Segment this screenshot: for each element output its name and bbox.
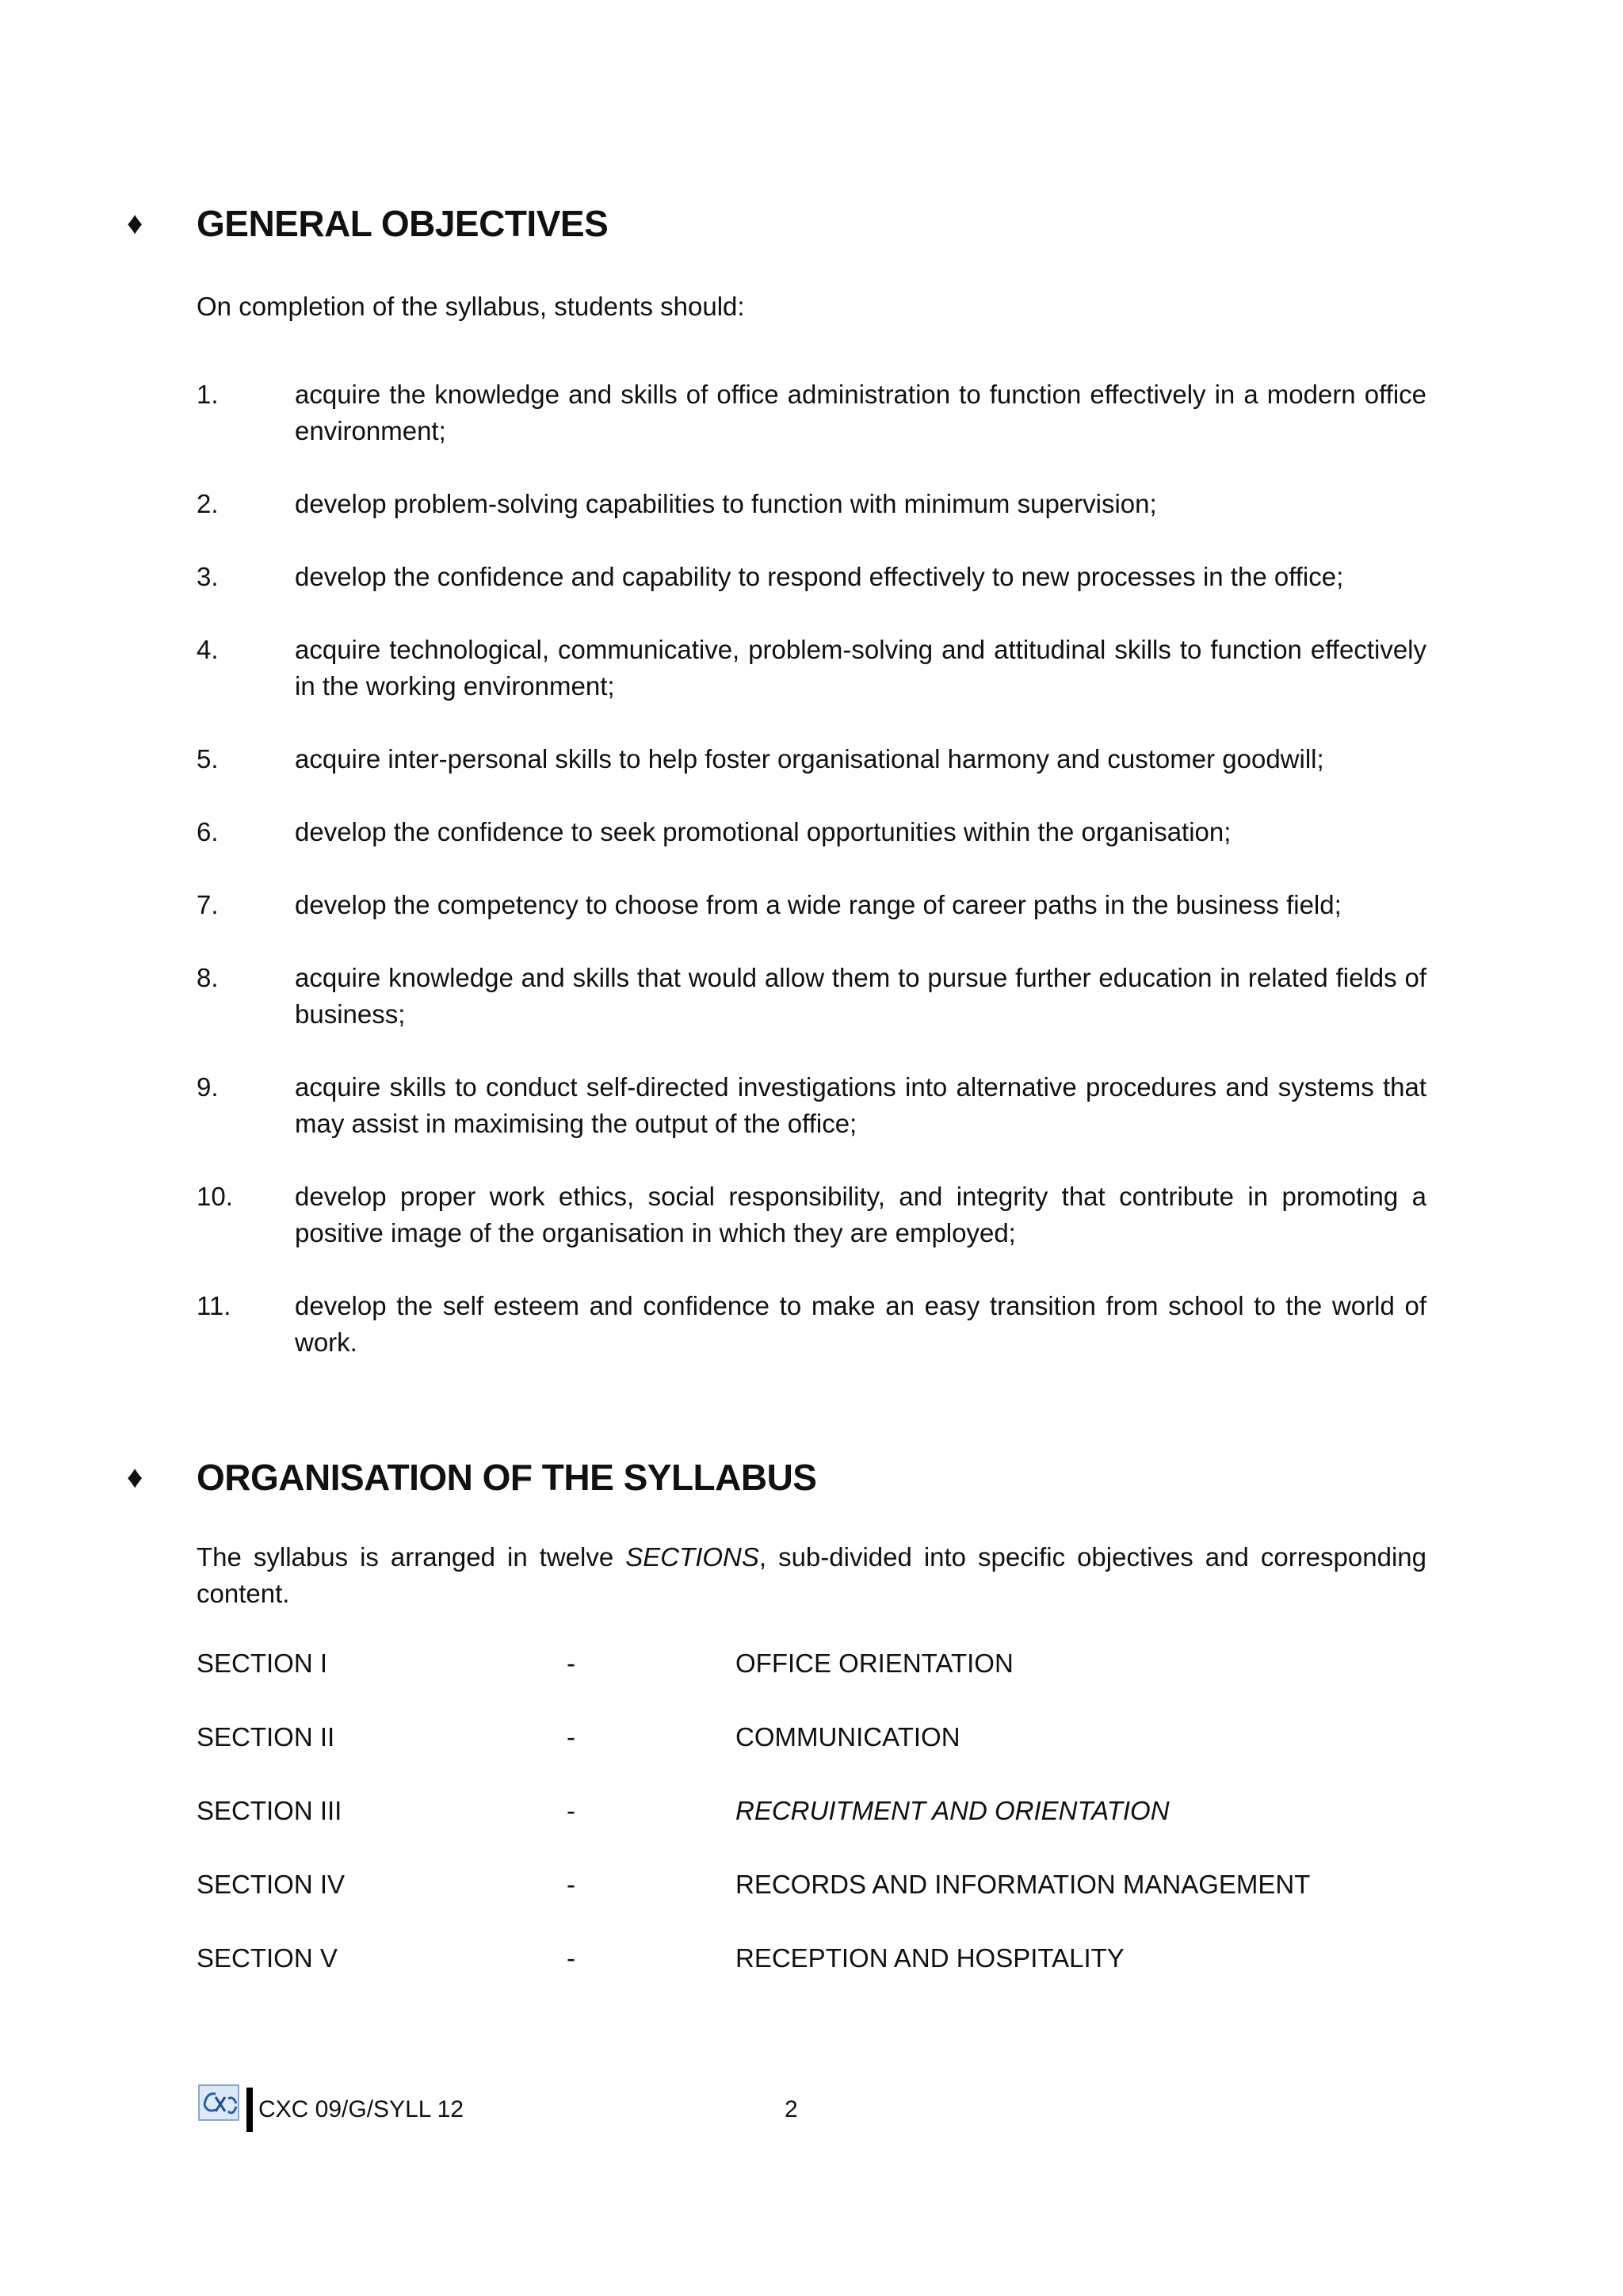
objective-number: 3.	[197, 562, 219, 591]
section-title: RECORDS AND INFORMATION MANAGEMENT	[735, 1870, 1311, 1899]
objective-item	[197, 960, 1426, 1033]
diamond-bullet-icon: ♦	[127, 206, 143, 241]
objective-text: develop problem-solving capabilities to function with minimum supervision;	[295, 489, 1157, 518]
objective-item	[197, 814, 1426, 850]
objectives-intro: On completion of the syllabus, students should:	[197, 292, 745, 321]
objective-item	[197, 1069, 1426, 1142]
objective-number: 2.	[197, 489, 219, 518]
section-title: RECEPTION AND HOSPITALITY	[735, 1943, 1125, 1973]
objective-text: acquire skills to conduct self-directed investigations into alternative procedures and systems that may assist in maximising the output of the office;	[295, 1072, 1426, 1138]
objective-text: develop proper work ethics, social responsibility, and integrity that contribute in promoting a positive image of the organisation in which they are employed;	[295, 1182, 1426, 1247]
section-dash: -	[567, 1870, 575, 1899]
objective-number: 7.	[197, 890, 219, 919]
section-dash: -	[567, 1648, 575, 1678]
intro-text: The syllabus is arranged in twelve	[197, 1542, 626, 1572]
diamond-bullet-icon: ♦	[127, 1460, 143, 1495]
section-label: SECTION III	[197, 1796, 342, 1825]
objective-number: 10.	[197, 1182, 233, 1211]
objective-text: acquire the knowledge and skills of office administration to function effectively in a modern office environment;	[295, 380, 1426, 445]
section-label: SECTION II	[197, 1722, 335, 1752]
objective-item	[197, 559, 1426, 595]
objective-item	[197, 741, 1426, 777]
objective-text: develop the competency to choose from a wide range of career paths in the business field;	[295, 890, 1342, 919]
page-number: 2	[785, 2096, 798, 2122]
intro-text: , sub-divided into specific objectives and corresponding content.	[197, 1542, 1426, 1608]
section-row	[197, 1793, 1426, 1866]
section-row	[197, 1866, 1426, 1940]
objective-number: 1.	[197, 380, 219, 409]
section-dash: -	[567, 1943, 575, 1973]
objective-number: 4.	[197, 635, 219, 664]
general-objectives-header	[127, 201, 1490, 249]
objective-text: acquire knowledge and skills that would allow them to pursue further education in related fields of business;	[295, 963, 1426, 1029]
syllabus-code: CXC 09/G/SYLL 12	[258, 2096, 464, 2122]
section-label: SECTION I	[197, 1648, 328, 1678]
objective-number: 11.	[197, 1291, 231, 1320]
objective-item	[197, 1288, 1426, 1361]
sections-list	[197, 1645, 1426, 2014]
cxc-logo-icon	[198, 2084, 239, 2121]
footer-divider-bar	[246, 2088, 253, 2132]
objective-text: develop the confidence to seek promotional opportunities within the organisation;	[295, 817, 1232, 846]
section-title: OFFICE ORIENTATION	[735, 1648, 1014, 1678]
objective-number: 6.	[197, 817, 219, 846]
section-label: SECTION V	[197, 1943, 338, 1973]
section-title: COMMUNICATION	[735, 1722, 960, 1752]
section-heading: ORGANISATION OF THE SYLLABUS	[197, 1457, 817, 1498]
objective-number: 5.	[197, 744, 219, 774]
section-label: SECTION IV	[197, 1870, 346, 1899]
objective-number: 8.	[197, 963, 219, 992]
intro-emphasis: SECTIONS	[625, 1542, 759, 1572]
organisation-intro	[197, 1539, 1426, 1612]
page-footer	[197, 2084, 910, 2132]
objective-item	[197, 632, 1426, 705]
section-dash: -	[567, 1796, 575, 1825]
section-row	[197, 1645, 1426, 1719]
objective-text: develop the self esteem and confidence to make an easy transition from school to the world of work.	[295, 1291, 1426, 1357]
objectives-list	[197, 376, 1426, 1361]
section-dash: -	[567, 1722, 575, 1752]
objective-text: acquire technological, communicative, problem-solving and attitudinal skills to function effectively in the working environment;	[295, 635, 1426, 701]
section-row	[197, 1940, 1426, 2014]
organisation-header	[127, 1455, 1490, 1503]
section-title: RECRUITMENT AND ORIENTATION	[735, 1796, 1170, 1825]
objective-number: 9.	[197, 1072, 219, 1102]
objective-item	[197, 486, 1426, 522]
objective-item	[197, 887, 1426, 923]
objective-text: develop the confidence and capability to respond effectively to new processes in the office;	[295, 562, 1344, 591]
objective-text: acquire inter-personal skills to help foster organisational harmony and customer goodwill;	[295, 744, 1324, 774]
section-row	[197, 1719, 1426, 1793]
objective-item	[197, 1179, 1426, 1251]
objective-item	[197, 376, 1426, 449]
section-heading: GENERAL OBJECTIVES	[197, 203, 609, 244]
